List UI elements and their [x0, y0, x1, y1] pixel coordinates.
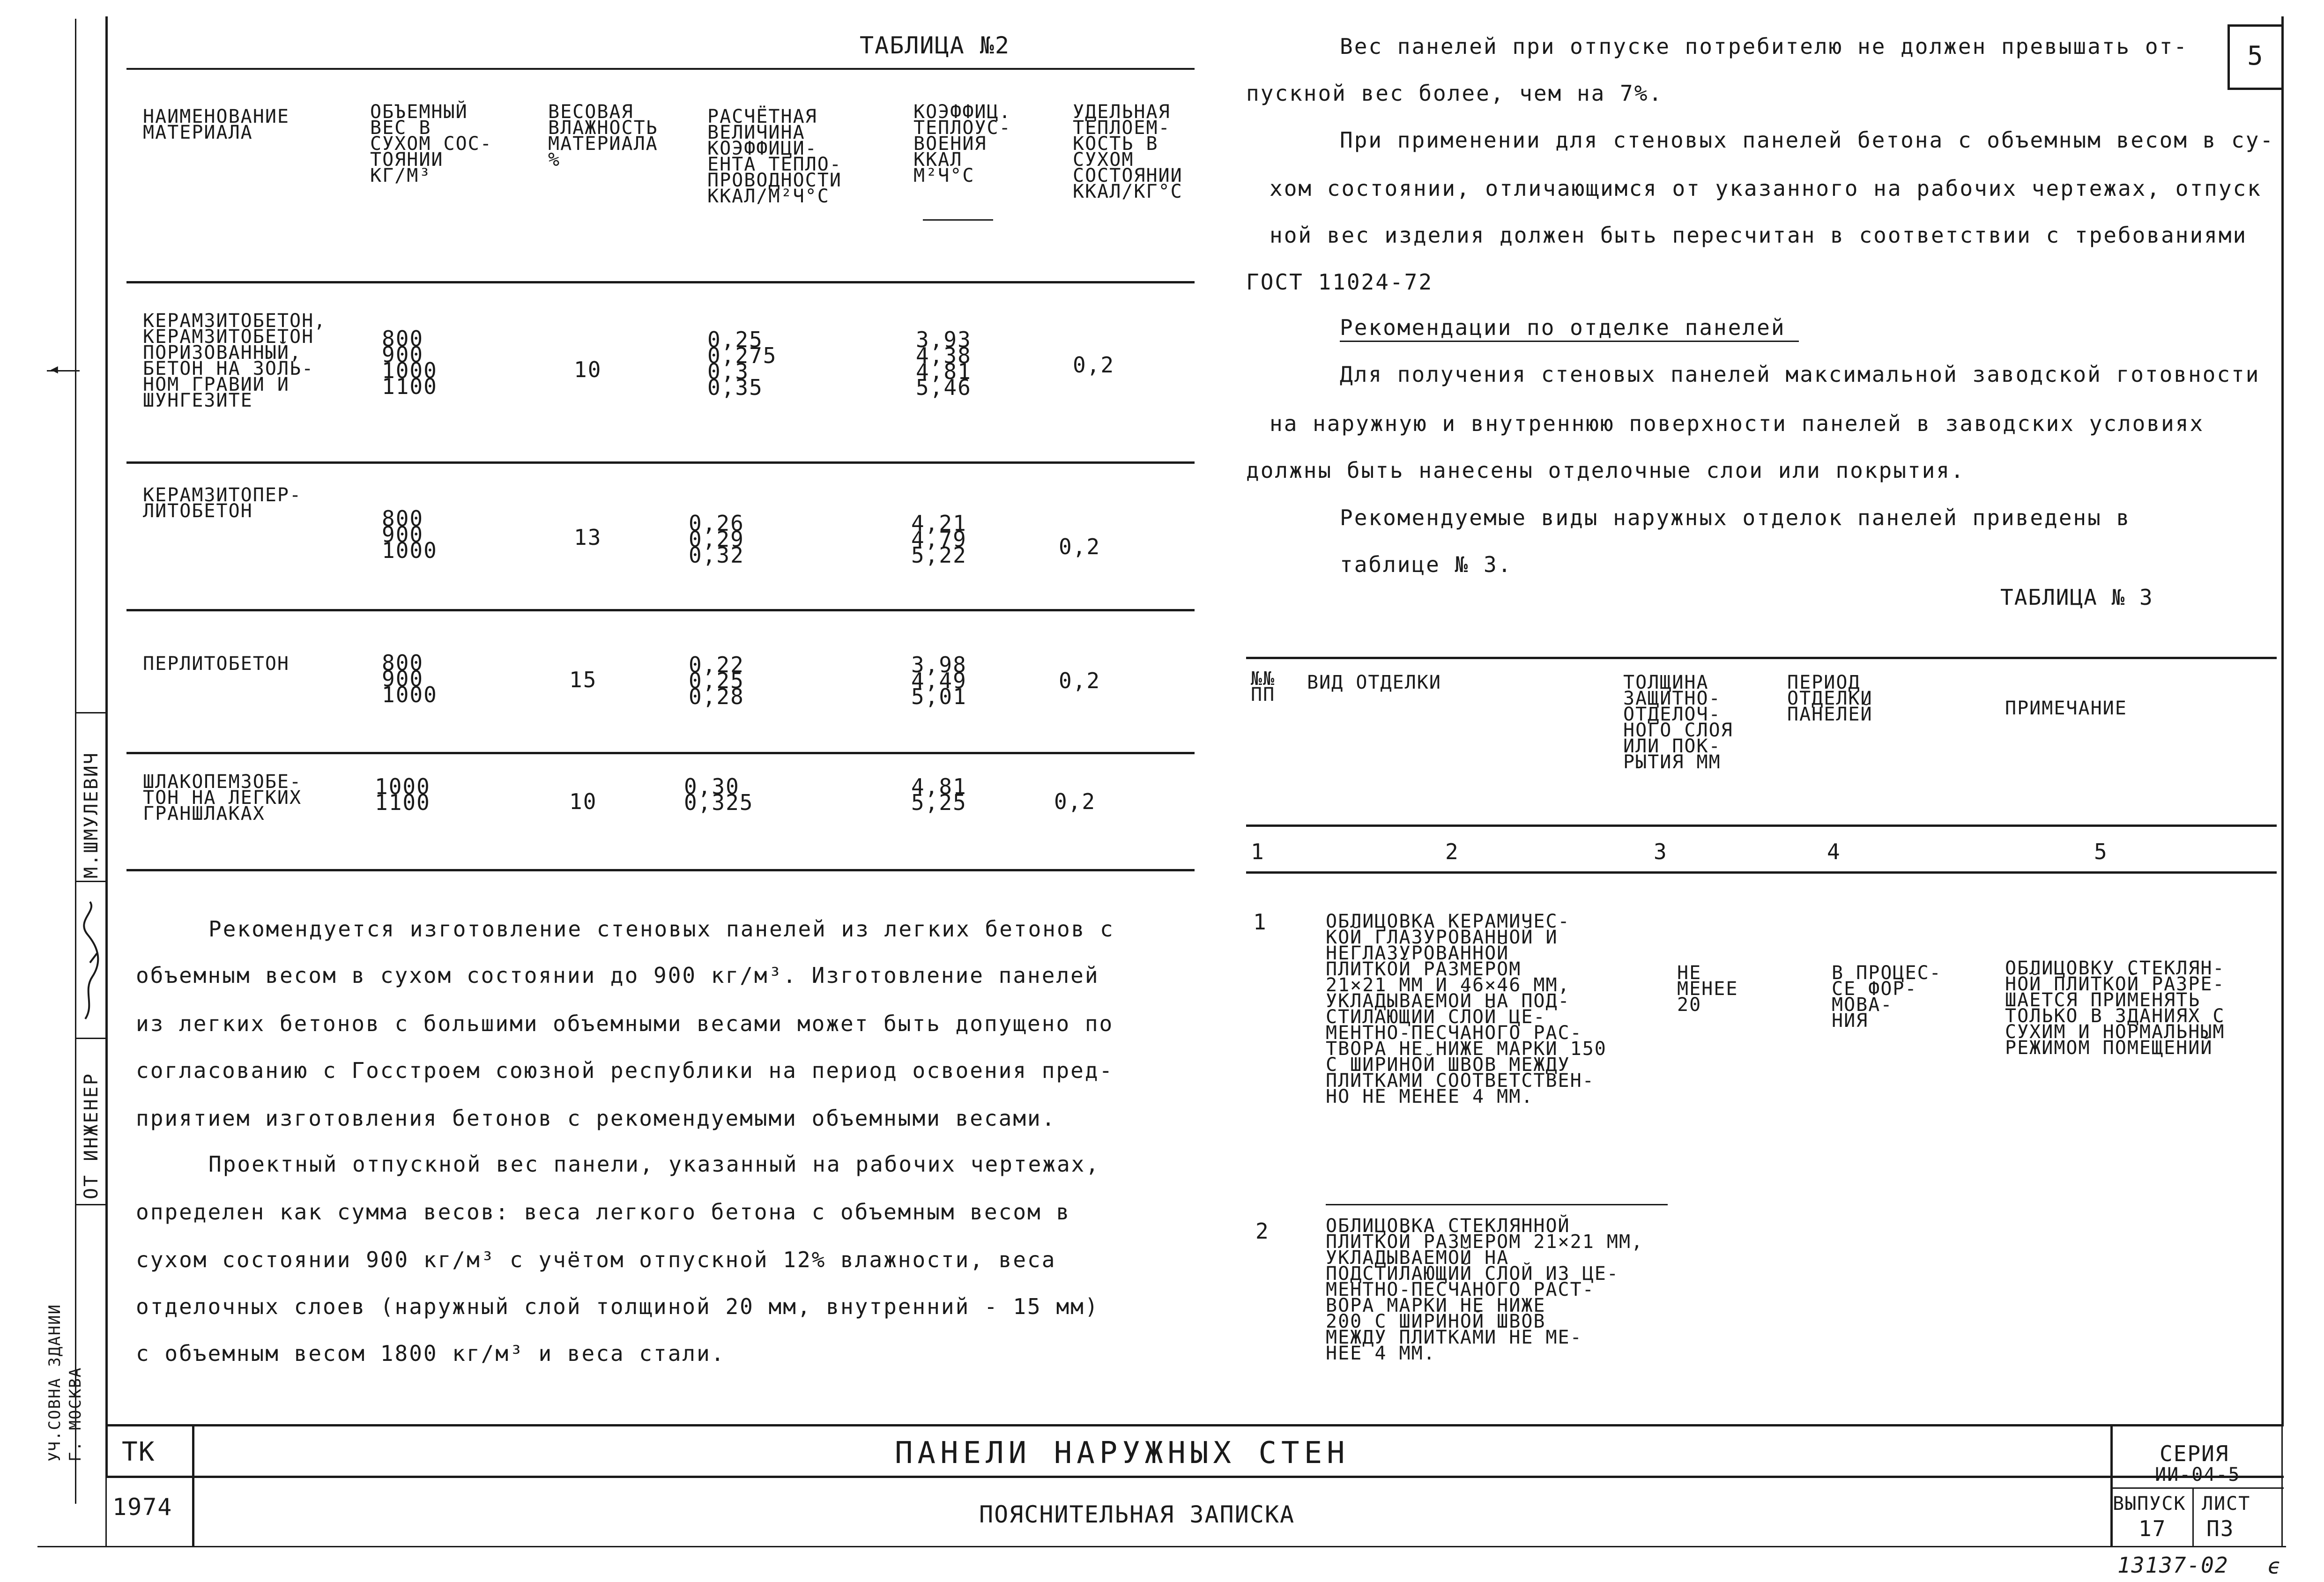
- margin-strip-line: [75, 19, 76, 1504]
- absorption-fraction-line: [923, 219, 993, 221]
- title-sheet-value: П3: [2206, 1516, 2235, 1541]
- frame-title-top-line: [105, 1424, 2284, 1426]
- table2-row4-name: ШЛАКОПЕМЗОБЕ- ТОН НА ЛЕГКИХ ГРАНШЛАКАХ: [143, 771, 302, 824]
- table3-header-period: ПЕРИОД ОТДЕЛКИ ПАНЕЛЕЙ: [1787, 672, 1873, 725]
- title-right-edge: [2281, 1424, 2283, 1546]
- right-text-line-4: хом состоянии, отличающимся от указанного на рабочих чертежах, отпуск: [1270, 176, 2262, 201]
- left-text-line-7: определен как сумма весов: веса легкого бетона с объемным весом в: [136, 1199, 1071, 1225]
- table3-row1-rule: [1326, 1204, 1668, 1205]
- title-org: ТК: [122, 1437, 156, 1467]
- table2-header-absorption: КОЭФФИЦ. ТЕПЛОУС- ВОЕНИЯ ККАЛ М²Ч°С: [913, 101, 1011, 186]
- table3-row1-num: 1: [1253, 909, 1267, 935]
- table2-row4-conductivity: 0,30 0,325: [684, 774, 754, 815]
- right-text-line-2: пускной вес более, чем на 7%.: [1246, 81, 1663, 106]
- table2-row3-density: 800 900 1000: [382, 650, 438, 707]
- right-text-line-3: При применении для стеновых панелей бетона с объемным весом в су-: [1340, 127, 2275, 153]
- title-block-left-divider: [105, 1476, 107, 1546]
- table2-row3-moisture: 15: [569, 667, 597, 692]
- left-text-line-3: из легких бетонов с большими объемными весами может быть допущено по: [136, 1011, 1114, 1036]
- table2-header-density: ОБЪЕМНЫЙ ВЕС В СУХОМ СОС- ТОЯНИИ КГ/М³: [370, 101, 492, 186]
- table2-row1-name: КЕРАМЗИТОБЕТОН, КЕРАМЗИТОБЕТОН ПОРИЗОВАННЫЙ, БЕТОН НА ЗОЛЬ- НОМ ГРАВИИ И ШУНГЕЗИТЕ: [143, 310, 327, 411]
- table2-row2-absorption: 4,21 4,79 5,22: [911, 511, 967, 568]
- table3-row2-num: 2: [1255, 1218, 1270, 1244]
- table3-header-note: ПРИМЕЧАНИЕ: [2005, 698, 2127, 719]
- frame-right-border: [2281, 16, 2284, 1424]
- title-issue-label: ВЫПУСК: [2113, 1493, 2186, 1515]
- table2-header-heat: УДЕЛЬНАЯ ТЕПЛОЕМ- КОСТЬ В СУХОМ СОСТОЯНИИ ККАЛ/КГ°С: [1073, 101, 1183, 202]
- right-text-line-1: Вес панелей при отпуске потребителю не должен превышать от-: [1340, 34, 2188, 59]
- title-org-divider: [192, 1424, 194, 1546]
- title-sheet-label: ЛИСТ: [2202, 1493, 2251, 1515]
- right-text-line-6: ГОСТ 11024-72: [1246, 269, 1433, 295]
- sheet-number: 5: [2247, 41, 2264, 71]
- document-code: 13137-02: [2117, 1552, 2229, 1578]
- frame-bottom-outer-line: [37, 1546, 2286, 1547]
- left-text-line-5: приятием изготовления бетонов с рекомендуемыми объемными весами.: [136, 1106, 1056, 1131]
- title-main: ПАНЕЛИ НАРУЖНЫХ СТЕН: [895, 1436, 1350, 1471]
- table3-header-rule: [1246, 824, 2277, 827]
- table3-header-finish: ВИД ОТДЕЛКИ: [1307, 672, 1441, 693]
- margin-arrow-icon: ◂: [49, 358, 60, 379]
- table2-header-moisture: ВЕСОВАЯ ВЛАЖНОСТЬ МАТЕРИАЛА %: [548, 101, 658, 171]
- table2-row2-rule: [126, 609, 1195, 611]
- table3-header-num: №№ ПП: [1251, 668, 1276, 706]
- table3-row1-period: В ПРОЦЕС- СЕ ФОР- МОВА- НИЯ: [1832, 962, 1942, 1032]
- table2-row1-heat: 0,2: [1073, 352, 1115, 378]
- title-year: 1974: [112, 1493, 173, 1521]
- title-series-label: СЕРИЯ: [2160, 1441, 2229, 1466]
- table2-row3-name: ПЕРЛИТОБЕТОН: [143, 653, 290, 675]
- left-text-line-9: отделочных слоев (наружный слой толщиной 20 мм, внутренний - 15 мм): [136, 1294, 1099, 1319]
- heading-underline: [1340, 341, 1799, 342]
- table2-header-name: НАИМЕНОВАНИЕ МАТЕРИАЛА: [143, 106, 290, 143]
- table3-title: ТАБЛИЦА № 3: [2000, 585, 2153, 610]
- table3-colnum-1: 1: [1251, 839, 1265, 864]
- left-text-line-6: Проектный отпускной вес панели, указанный на рабочих чертежах,: [208, 1151, 1100, 1177]
- title-series-divider: [2110, 1424, 2113, 1546]
- right-text-line-8: Для получения стеновых панелей максимальной заводской готовности: [1340, 362, 2260, 387]
- table3-colnum-5: 5: [2094, 839, 2108, 864]
- table2-row4-heat: 0,2: [1054, 789, 1096, 814]
- stamp-divider-1: [75, 712, 108, 713]
- table3-colnum-3: 3: [1654, 839, 1668, 864]
- table2-row3-rule: [126, 752, 1195, 754]
- title-series-bottom: [2110, 1487, 2284, 1489]
- frame-bottom-line: [105, 1476, 2284, 1478]
- table3-colnum-2: 2: [1445, 839, 1459, 864]
- title-issue-divider: [2192, 1487, 2194, 1546]
- table2-row4-moisture: 10: [569, 789, 597, 814]
- table2-row3-absorption: 3,98 4,49 5,01: [911, 652, 967, 709]
- table2-row2-conductivity: 0,26 0,29 0,32: [689, 511, 744, 568]
- stamp-name: М.ШМУЛЕВИЧ: [81, 751, 102, 878]
- table2-row2-moisture: 13: [574, 525, 602, 550]
- stamp-divider-4: [75, 1204, 108, 1205]
- table3-top-rule: [1246, 657, 2277, 659]
- title-issue-value: 17: [2138, 1516, 2167, 1541]
- left-text-line-8: сухом состоянии 900 кг/м³ с учётом отпускной 12% влажности, веса: [136, 1247, 1056, 1272]
- table2-row3-conductivity: 0,22 0,25 0,28: [689, 652, 744, 709]
- right-text-line-10: должны быть нанесены отделочные слои или покрытия.: [1246, 458, 1965, 483]
- title-subtitle: ПОЯСНИТЕЛЬНАЯ ЗАПИСКА: [979, 1501, 1295, 1528]
- right-text-line-9: на наружную и внутреннюю поверхности панелей в заводских условиях: [1270, 411, 2205, 436]
- table2-row1-density: 800 900 1000 1100: [382, 326, 438, 399]
- title-series-value: ИИ-04-5: [2155, 1464, 2241, 1485]
- table3-header-thickness: ТОЛЩИНА ЗАЩИТНО- ОТДЕЛОЧ- НОГО СЛОЯ ИЛИ ПОК- РЫТИЯ ММ: [1623, 672, 1733, 773]
- table2-top-rule: [126, 68, 1195, 70]
- right-text-line-5: ной вес изделия должен быть пересчитан в соответствии с требованиями: [1270, 223, 2248, 248]
- table2-row2-density: 800 900 1000: [382, 506, 438, 563]
- table2-bottom-rule: [126, 869, 1195, 871]
- left-text-line-4: согласованию с Госстроем союзной республики на период освоения пред-: [136, 1058, 1114, 1083]
- table3-row1-note: ОБЛИЦОВКУ СТЕКЛЯН- НОЙ ПЛИТКОЙ РАЗРЕ- ШАЕТСЯ ПРИМЕНЯТЬ ТОЛЬКО В ЗДАНИЯХ С СУХИМ И НОРМАЛЬНЫМ РЕЖИМОМ ПОМЕЩЕНИЙ: [2005, 958, 2225, 1059]
- table2-row2-name: КЕРАМЗИТОПЕР- ЛИТОБЕТОН: [143, 484, 302, 522]
- stamp-divider-3: [75, 1038, 108, 1039]
- table2-row1-rule: [126, 461, 1195, 464]
- table2-row1-conductivity: 0,25 0,275 0,3 0,35: [707, 327, 777, 400]
- signature-mark: [81, 897, 102, 1024]
- left-text-line-2: объемным весом в сухом состоянии до 900 кг/м³. Изготовление панелей: [136, 963, 1099, 988]
- stamp-position: ОТ ИНЖЕНЕР: [81, 1072, 102, 1199]
- table2-header-conductivity: РАСЧЁТНАЯ ВЕЛИЧИНА КОЭФФИЦИ- ЕНТА ТЕПЛО- ПРОВОДНОСТИ ККАЛ/М²Ч°С: [707, 106, 842, 207]
- table3-row1-finish: ОБЛИЦОВКА КЕРАМИЧЕС- КОЙ ГЛАЗУРОВАННОЙ И НЕГЛАЗУРОВАННОЙ ПЛИТКОЙ РАЗМЕРОМ 21×21 ММ И 46×46 ММ, УКЛАДЫВАЕМОЙ НА ПОД- СТИЛАЮЩИЙ СЛОЙ ЦЕ- МЕНТНО-ПЕСЧАНОГО РАС- ТВОРА НЕ НИЖЕ МАРКИ 150 С ШИРИНОЙ ШВОВ МЕЖДУ ПЛИТКАМИ СООТВЕТСТВЕН- НО НЕ МЕНЕЕ 4 ММ.: [1326, 911, 1607, 1107]
- table2-title: ТАБЛИЦА №2: [860, 32, 1010, 59]
- right-text-line-11: Рекомендуемые виды наружных отделок панелей приведены в: [1340, 505, 2131, 530]
- table2-row1-moisture: 10: [574, 357, 602, 382]
- document-code-suffix: ϵ: [2267, 1553, 2280, 1579]
- table3-colnum-rule: [1246, 871, 2277, 874]
- table2-header-rule: [126, 281, 1195, 283]
- stamp-organization: УЧ.СОВНА ЗДАНИИ Г. МОСКВА: [45, 1303, 85, 1462]
- table3-colnum-4: 4: [1827, 839, 1841, 864]
- stamp-divider-2: [75, 881, 108, 882]
- frame-left-border: [105, 16, 108, 1478]
- right-text-heading: Рекомендации по отделке панелей: [1340, 315, 1786, 340]
- left-text-line-10: с объемным весом 1800 кг/м³ и веса стали.: [136, 1341, 726, 1366]
- table2-row2-heat: 0,2: [1059, 534, 1101, 559]
- table2-row4-absorption: 4,81 5,25: [911, 774, 967, 815]
- table3-row2-finish: ОБЛИЦОВКА СТЕКЛЯННОЙ ПЛИТКОЙ РАЗМЕРОМ 21×21 ММ, УКЛАДЫВАЕМОЙ НА ПОДСТИЛАЮЩИЙ СЛОЙ ИЗ ЦЕ- МЕНТНО-ПЕСЧАНОГО РАСТ- ВОРА МАРКИ НЕ НИЖЕ 200 С ШИРИНОЙ ШВОВ МЕЖДУ ПЛИТКАМИ НЕ МЕ- НЕЕ 4 ММ.: [1326, 1215, 1644, 1364]
- table3-row1-thickness: НЕ МЕНЕЕ 20: [1677, 962, 1738, 1016]
- table2-row3-heat: 0,2: [1059, 668, 1101, 693]
- left-text-line-1: Рекомендуется изготовление стеновых панелей из легких бетонов с: [208, 916, 1114, 942]
- table2-row1-absorption: 3,93 4,38 4,81 5,46: [916, 327, 972, 400]
- right-text-line-12: таблице № 3.: [1340, 552, 1513, 577]
- table2-row4-density: 1000 1100: [375, 774, 431, 815]
